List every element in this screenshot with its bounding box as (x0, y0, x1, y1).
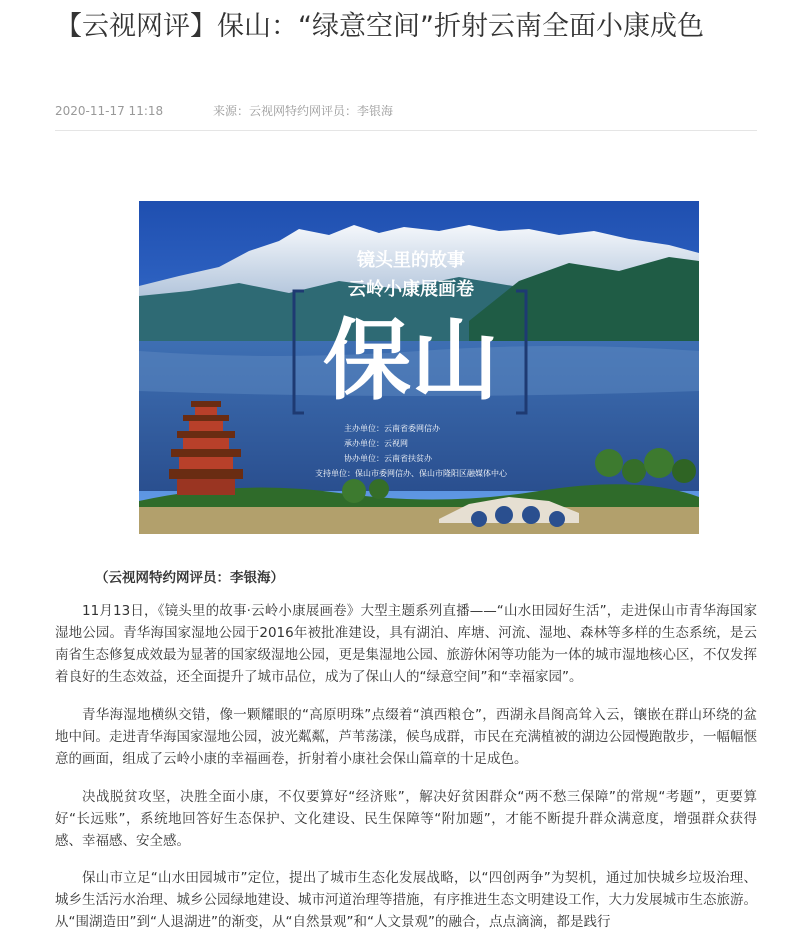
article-title: 【云视网评】保山：“绿意空间”折射云南全面小康成色 (55, 11, 704, 42)
hero-credit-2: 承办单位：云视网 (344, 439, 408, 448)
hero-calligraphy: 保山 (322, 308, 500, 412)
hero-headline-1: 镜头里的故事 (357, 250, 465, 271)
article-source: 来源：云视网特约网评员：李银海 (212, 104, 393, 118)
article-paragraph: 11月13日，《镜头里的故事·云岭小康展画卷》大型主题系列直播——“山水田园好生活”，走进保山市青华海国家湿地公园。青华海国家湿地公园于2016年被批准建设，具有湖泊、库塘、河流、湿地、森林等多样的生态系统，是云南省生态修复成效最为显著的国家级湿地公园，更是集湿地公园、旅游休闲等功能为一体的城市湿地核心区，不仅发挥着良好的生态效益，还全面提升了城市品位，成为了保山人的“绿意空间”和“幸福家园”。 (55, 603, 757, 685)
article-paragraph: 决战脱贫攻坚，决胜全面小康，不仅要算好“经济账”，解决好贫困群众“两不愁三保障”的常规“考题”，更要算好“长远账”，系统地回答好生态保护、文化建设、民生保障等“附加题”，才能不断提升群众满意度，增强群众获得感、幸福感、安全感。 (55, 789, 757, 849)
hero-credit-3: 协办单位：云南省扶贫办 (344, 454, 432, 463)
article-meta (55, 102, 393, 119)
article-paragraph: 保山市立足“山水田园城市”定位，提出了城市生态化发展战略，以“四创两争”为契机，通过加快城乡垃圾治理、城乡生活污水治理、城乡公园绿地建设、城市河道治理等措施，有序推进生态文明建设工作，大力发展城市生态旅游。从“围湖造田”到“人退湖进”的渐变，从“自然景观”和“人文景观”的融合，点点滴滴，都是践行 (55, 870, 757, 930)
lake-reflection (139, 507, 699, 534)
article-paragraph: 青华海湿地横纵交错，像一颗耀眼的“高原明珠”点缀着“滇西粮仓”，西湖永昌阁高耸入云，镶嵌在群山环绕的盆地中间。走进青华海国家湿地公园，波光粼粼，芦苇荡漾，候鸟成群，市民在充满植被的湖边公园慢跑散步，一幅幅惬意的画面，组成了云岭小康的幸福画卷，折射着小康社会保山篇章的十足成色。 (55, 707, 757, 767)
hero-image (139, 201, 699, 534)
hero-credit-4: 支持单位：保山市委网信办、保山市隆阳区融媒体中心 (315, 469, 507, 478)
hero-credit-1: 主办单位：云南省委网信办 (344, 424, 440, 433)
publish-date: 2020-11-17 11:18 (55, 104, 164, 118)
author-line: （云视网特约网评员：李银海） (95, 570, 284, 586)
hero-headline-2: 云岭小康展画卷 (348, 279, 474, 300)
title-divider (55, 130, 757, 131)
